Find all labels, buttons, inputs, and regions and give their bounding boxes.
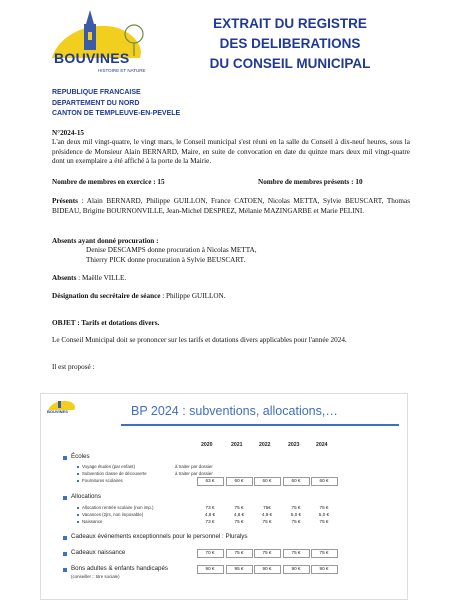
- value-cell: 75 €: [291, 505, 301, 510]
- value-cell: 60 €: [234, 478, 244, 483]
- cell-border: [197, 549, 224, 558]
- value-cell: 90 €: [262, 566, 272, 571]
- value-cell: 75 €: [291, 519, 301, 524]
- title-line-2: DES DELIBERATIONS: [219, 36, 361, 51]
- item-bullet: [77, 480, 79, 482]
- value-cell: 4,8 €: [204, 512, 216, 517]
- value-cell: 75 €: [234, 519, 244, 524]
- proxy-line-2: Thierry PICK donne procuration à Sylvie BEUSCART.: [86, 256, 246, 264]
- ecoles-item-voyage: Voyage études (par enfant): [82, 464, 135, 469]
- slide-title-rule: [121, 424, 399, 426]
- value-cell: 60 €: [262, 478, 272, 483]
- secretary-label: Désignation du secrétaire de séance: [52, 292, 161, 300]
- cell-border: [226, 477, 253, 486]
- summary-paragraph: Le Conseil Municipal doit se prononcer sur les tarifs et dotations divers applicables pour l'année 2024.: [52, 336, 347, 344]
- bouvines-logo: [48, 6, 160, 80]
- secretary-name: : Philippe GUILLON.: [160, 292, 226, 300]
- alloc-item-naissance: Naissance: [82, 519, 103, 524]
- section-cadeaux-evenements: Cadeaux événements exceptionnels pour le personnel : Pluralys: [71, 533, 248, 540]
- item-bullet: [77, 507, 79, 509]
- alloc-item-rentree: Allocation rentrée scolaire (non imp.): [82, 505, 154, 510]
- value-cell: 60 €: [319, 478, 329, 483]
- item-bullet: [77, 521, 79, 523]
- admin-canton: CANTON DE TEMPLEUVE-EN-PEVELE: [52, 110, 181, 117]
- admin-republic: REPUBLIQUE FRANCAISE: [52, 89, 141, 96]
- cell-border: [311, 549, 338, 558]
- logo-text: BOUVINES: [54, 50, 130, 66]
- deliberation-number: N°2024-15: [52, 129, 85, 137]
- value-cell: 75 €: [291, 550, 301, 555]
- title-line-3: DU CONSEIL MUNICIPAL: [209, 56, 371, 71]
- cell-border: [311, 477, 338, 486]
- secretary-paragraph: [52, 292, 226, 302]
- bons-note: (conseiller :: titre sociale): [71, 574, 120, 579]
- section-bullet: [63, 496, 67, 500]
- members-present: Nombre de membres présents : 10: [258, 178, 363, 186]
- value-cell: 90 €: [205, 566, 215, 571]
- value-cell: 75 €: [234, 550, 244, 555]
- value-cell: 60 €: [291, 478, 301, 483]
- year-2023: 2023: [288, 442, 300, 448]
- slide-title: BP 2024 : subventions, allocations,…: [131, 404, 338, 418]
- section-allocations: Allocations: [71, 493, 101, 500]
- document-title: [170, 14, 410, 74]
- value-cell: 75 €: [234, 505, 244, 510]
- value-cell: 75 €: [319, 505, 329, 510]
- ecoles-item-fournitures: Fournitures scolaires: [82, 478, 123, 483]
- value-cell: 75€: [263, 505, 271, 510]
- value-cell: 5,0 €: [318, 512, 330, 517]
- cell-border: [197, 565, 224, 574]
- cell-border: [283, 549, 310, 558]
- value-cell: 75 €: [319, 519, 329, 524]
- year-2022: 2022: [259, 442, 271, 448]
- section-bons-handicapes: Bons adultes & enfants handicapés: [71, 565, 169, 572]
- value-cell: 73 €: [205, 519, 215, 524]
- item-bullet: [77, 466, 79, 468]
- section-bullet: [63, 456, 67, 460]
- ecoles-item-classe-note: à traiter par dossier: [175, 471, 213, 476]
- budget-slide: [40, 393, 408, 600]
- value-cell: 95 €: [234, 566, 244, 571]
- absent-label: Absents: [52, 274, 77, 282]
- slide-logo: [47, 398, 77, 416]
- cell-border: [226, 565, 253, 574]
- year-2021: 2021: [231, 442, 243, 448]
- proxy-label: Absents ayant donné procuration :: [52, 237, 159, 245]
- members-in-exercise: Nombre de membres en exercice : 15: [52, 178, 165, 186]
- cell-border: [254, 477, 281, 486]
- ecoles-item-classe: Subvention classe de découverte: [82, 471, 147, 476]
- present-label: Présents: [52, 197, 78, 205]
- present-names: : Alain BERNARD, Philippe GUILLON, France CATOEN, Nicolas METTA, Sylvie BEUSCART, Thomas BIDEAU, Brigitte BOURNONVILLE, Jean-Michel DESPREZ, Mélanie MAZINGARBE et Marie PELINI.: [52, 197, 410, 215]
- title-line-1: EXTRAIT DU REGISTRE: [213, 16, 367, 31]
- section-bullet: [63, 568, 67, 572]
- alloc-item-vacances: Vacances (2jrs, non imposable): [82, 512, 144, 517]
- value-cell: 4,8 €: [233, 512, 245, 517]
- section-cadeaux-naissance: Cadeaux naissance: [71, 549, 126, 556]
- year-2020: 2020: [201, 442, 213, 448]
- proxy-line-1: Denise DESCAMPS donne procuration à Nicolas METTA,: [86, 246, 257, 254]
- value-cell: 90 €: [291, 566, 301, 571]
- cell-border: [197, 477, 224, 486]
- cell-border: [226, 549, 253, 558]
- value-cell: 75 €: [319, 550, 329, 555]
- cell-border: [283, 565, 310, 574]
- value-cell: 73 €: [205, 505, 215, 510]
- cell-border: [311, 565, 338, 574]
- cell-border: [254, 565, 281, 574]
- value-cell: 90 €: [319, 566, 329, 571]
- section-ecoles: Écoles: [71, 453, 90, 460]
- value-cell: 5,0 €: [290, 512, 302, 517]
- cell-border: [254, 549, 281, 558]
- value-cell: 70 €: [205, 550, 215, 555]
- absent-names: : Maëlle VILLE.: [76, 274, 127, 282]
- administrative-header: [52, 88, 180, 120]
- value-cell: 75 €: [262, 550, 272, 555]
- ecoles-item-voyage-note: à traiter par dossier: [175, 464, 213, 469]
- year-2024: 2024: [316, 442, 328, 448]
- item-bullet: [77, 473, 79, 475]
- cell-border: [283, 477, 310, 486]
- value-cell: 63 €: [205, 478, 215, 483]
- object-line: OBJET : Tarifs et dotations divers.: [52, 319, 160, 327]
- value-cell: 4,9 €: [261, 512, 273, 517]
- proposal-line: Il est proposé :: [52, 363, 95, 371]
- item-bullet: [77, 514, 79, 516]
- slide-logo-text: BOUVINES: [47, 409, 68, 414]
- intro-paragraph: L'an deux mil vingt-quatre, le vingt mars, le Conseil municipal s'est réuni en la salle du Conseil à dix-neuf heures, sous la présidence de Monsieur Alain BERNARD, Maire, en suite de convocation en date du quinze mars deux mil vingt-quatre dont un exemplaire a été affiché à la porte de la Mairie.: [52, 138, 410, 166]
- logo-tagline: HISTOIRE ET NATURE: [98, 68, 146, 73]
- absent-paragraph: [52, 274, 126, 284]
- present-paragraph: [52, 197, 410, 216]
- section-bullet: [63, 536, 67, 540]
- admin-department: DEPARTEMENT DU NORD: [52, 99, 140, 107]
- section-bullet: [63, 552, 67, 556]
- value-cell: 75 €: [262, 519, 272, 524]
